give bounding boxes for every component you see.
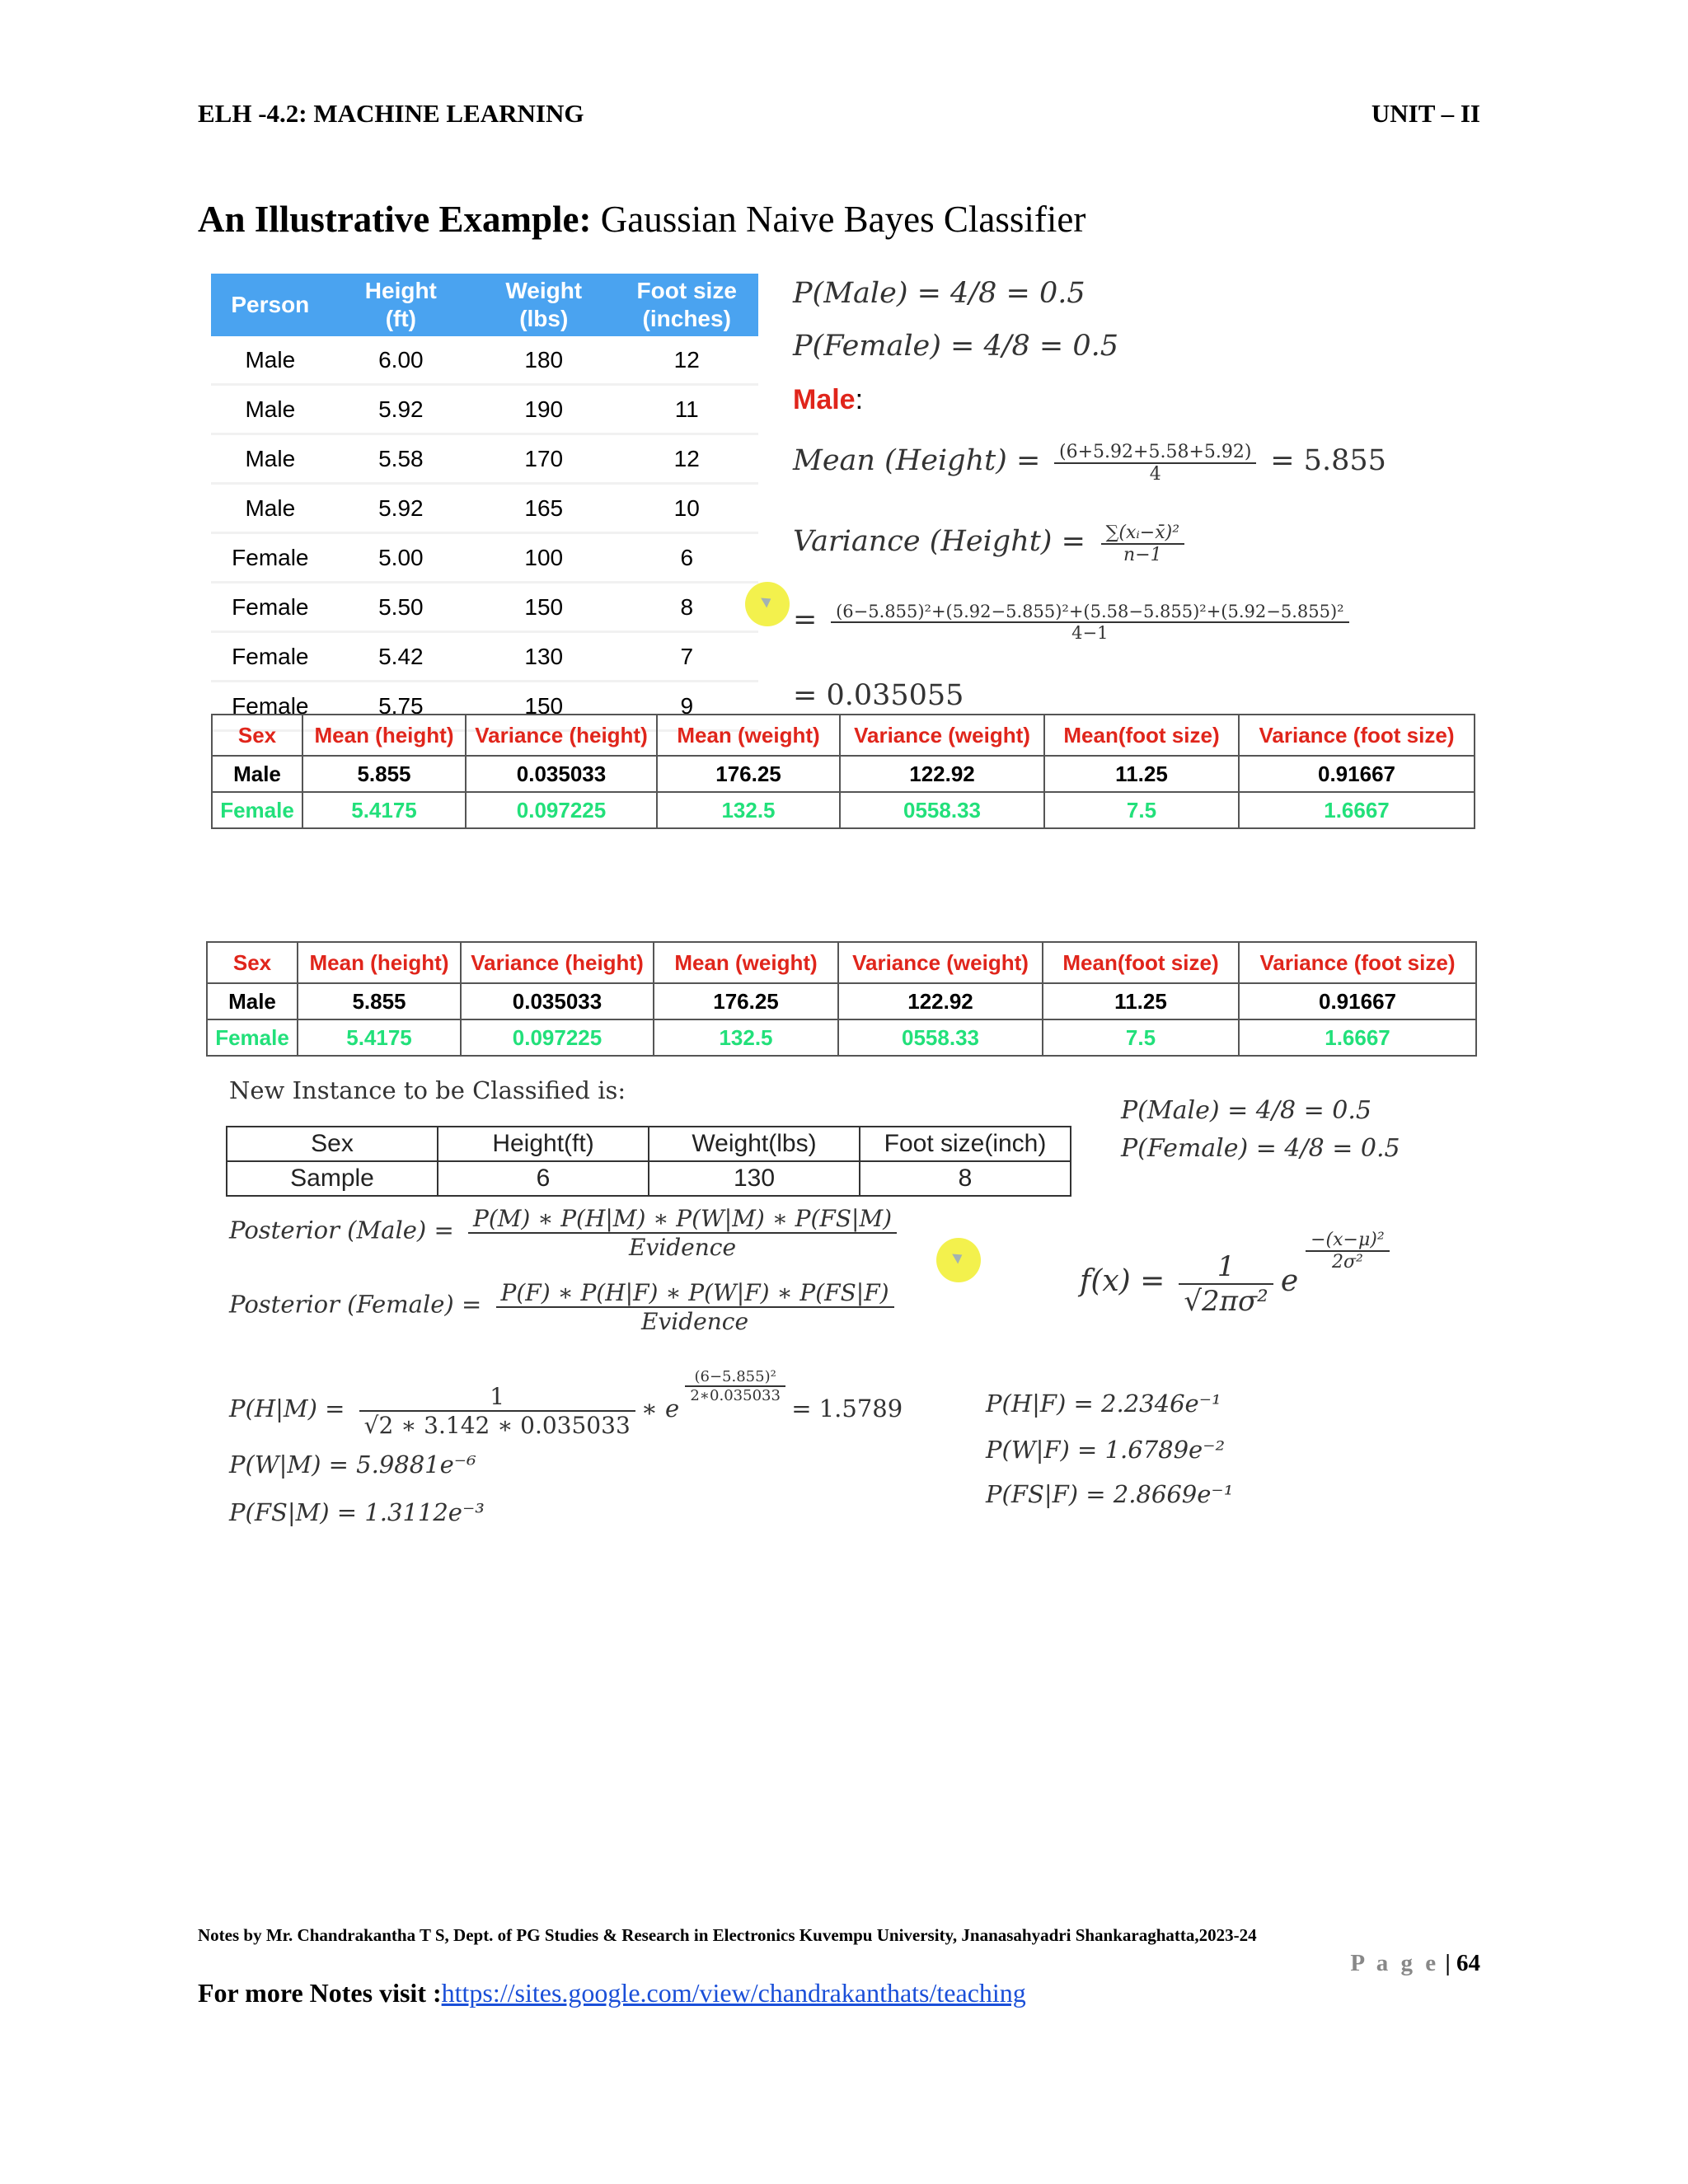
title-bold: An Illustrative Example:	[198, 199, 592, 240]
table-row: Female 5.50 150 8	[211, 583, 758, 632]
table-row: Male 5.855 0.035033 176.25 122.92 11.25 0.91667	[207, 983, 1476, 1019]
training-header-cell: Foot size (inches)	[615, 274, 758, 336]
table-row: Female 5.4175 0.097225 132.5 0558.33 7.5 1.6667	[212, 792, 1475, 828]
stats-header-row: Sex Mean (height) Variance (height) Mean (weight) Variance (weight) Mean(foot size) Variance (foot size)	[207, 942, 1476, 983]
notes-link[interactable]: https://sites.google.com/view/chandrakanthats/teaching	[441, 1978, 1026, 2008]
prior-male-top: P(Male) = 4/8 = 0.5	[793, 277, 1085, 310]
mean-height-eq: Mean (Height) = $\frac{(6+5.92+5.58+5.92)}{4}$ = 5.855	[793, 442, 1386, 485]
footer-visit: For more Notes visit :https://sites.google.com/view/chandrakanthats/teaching	[198, 1978, 1026, 2008]
posterior-female-eq: Posterior (Female) = $\frac{P(F) ∗ P(H|F) ∗ P(W|F) ∗ P(FS|F)}{\text{Evidence}}$	[229, 1279, 894, 1335]
training-header-row	[211, 274, 758, 336]
male-heading: Male:	[793, 384, 864, 415]
training-header-cell: Height (ft)	[330, 274, 472, 336]
pfs-female: P(FS|F) = 2.8669e⁻¹	[986, 1480, 1234, 1508]
prior-female-bottom: P(Female) = 4/8 = 0.5	[1121, 1134, 1400, 1163]
pw-female: P(W|F) = 1.6789e⁻²	[986, 1436, 1226, 1464]
page-number: P a g e | 64	[1350, 1950, 1480, 1976]
pw-male: P(W|M) = 5.9881e⁻⁶	[229, 1451, 476, 1479]
table-row: Male 5.58 170 12	[211, 434, 758, 484]
footer-notes: Notes by Mr. Chandrakantha T S, Dept. of PG Studies & Research in Electronics Kuvempu University, Jnanasahyadri Shankaraghatta,2023-24	[198, 1925, 1257, 1945]
training-header-cell: Weight (lbs)	[472, 274, 615, 336]
cursor-highlight-icon	[936, 1238, 981, 1282]
variance-result: = 0.035055	[793, 679, 964, 712]
cursor-highlight-icon	[745, 582, 790, 626]
gaussian-pdf-eq: f(x) = $\frac{1}{\text{√2πσ²}}$ e $\frac{\text{−(x−μ)²}}{\text{2σ²}}$	[1080, 1230, 1390, 1318]
title-rest: Gaussian Naive Bayes Classifier	[591, 199, 1086, 240]
ph-female: P(H|F) = 2.2346e⁻¹	[986, 1390, 1221, 1418]
sample-header-row: Sex Height(ft) Weight(lbs) Foot size(inch)	[227, 1127, 1071, 1161]
summary-stats-table-2	[206, 941, 1477, 1057]
posterior-male-eq: Posterior (Male) = $\frac{P(M) ∗ P(H|M) ∗ P(W|M) ∗ P(FS|M)}{\text{Evidence}}$	[229, 1205, 897, 1261]
prior-male-bottom: P(Male) = 4/8 = 0.5	[1121, 1096, 1372, 1125]
page-title	[198, 198, 1085, 241]
table-row: Female 5.75 150 9	[211, 682, 758, 731]
variance-height-eq: Variance (Height) = $\frac{\text{∑(xᵢ−x̄)²}}{n-1}$	[793, 523, 1184, 565]
header-left: ELH -4.2: MACHINE LEARNING	[198, 99, 584, 128]
table-row: Female 5.00 100 6	[211, 533, 758, 583]
prior-female-top: P(Female) = 4/8 = 0.5	[793, 330, 1119, 363]
variance-expand-eq: = $\frac{\text{(6−5.855)²+(5.92−5.855)²+(5.58−5.855)²+(5.92−5.855)²}}{4-1}$	[793, 602, 1349, 643]
stats-header-row: Sex Mean (height) Variance (height) Mean (weight) Variance (weight) Mean(foot size) Variance (foot size)	[212, 715, 1475, 756]
training-header-cell: Person	[211, 274, 330, 336]
pfs-male: P(FS|M) = 1.3112e⁻³	[229, 1498, 485, 1526]
table-row: Female 5.4175 0.097225 132.5 0558.33 7.5 1.6667	[207, 1019, 1476, 1056]
table-row: Male 6.00 180 12	[211, 336, 758, 385]
new-instance-table	[226, 1126, 1071, 1197]
summary-stats-table-1	[211, 714, 1475, 829]
new-instance-label: New Instance to be Classified is:	[229, 1076, 626, 1104]
header-right: UNIT – II	[1371, 99, 1480, 128]
table-row: Male 5.92 165 10	[211, 484, 758, 533]
table-row: Female 5.42 130 7	[211, 632, 758, 682]
training-table	[211, 274, 758, 732]
ph-male-eq: P(H|M) = $\frac{1}{√2 ∗ 3.142 ∗ 0.035033}$ ∗ e $\frac{\text{(6−5.855)²}}{2∗0.035033}$ = 1.5789	[229, 1368, 903, 1440]
table-row: Male 5.855 0.035033 176.25 122.92 11.25 0.91667	[212, 756, 1475, 792]
table-row: Sample 6 130 8	[227, 1161, 1071, 1196]
table-row: Male 5.92 190 11	[211, 385, 758, 434]
